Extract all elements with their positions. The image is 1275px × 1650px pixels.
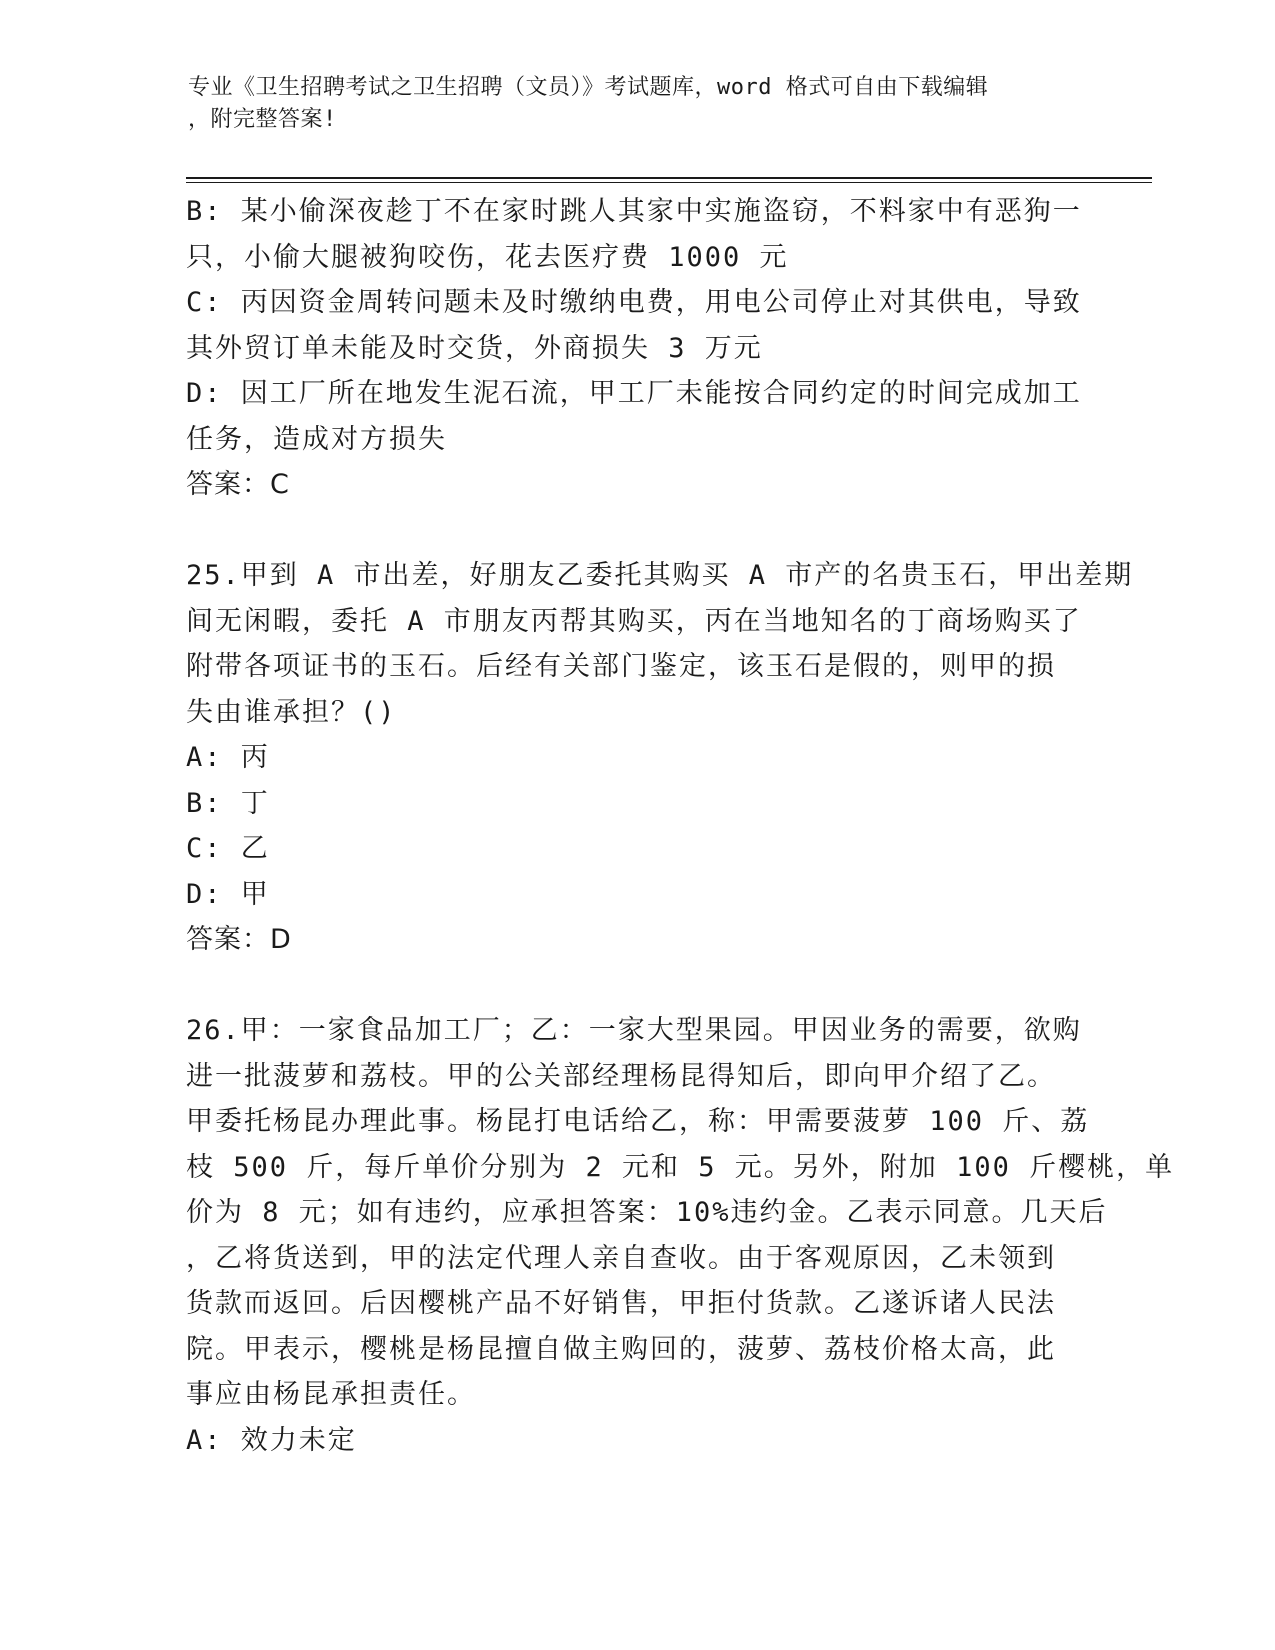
spacer [186, 508, 1086, 554]
q26-option-a: A: 效力未定 [186, 1424, 357, 1456]
header-rule-thin [186, 182, 1152, 183]
q24-option-d-line-1: D: 因工厂所在地发生泥石流，甲工厂未能按合同约定的时间完成加工 [186, 378, 1082, 409]
q26-stem-line-9: 事应由杨昆承担责任。 [186, 1379, 476, 1410]
q26-stem-line-7: 货款而返回。后因樱桃产品不好销售，甲拒付货款。乙遂诉诸人民法 [186, 1288, 1056, 1319]
q25-option-d: D: 甲 [186, 878, 270, 910]
q26-stem-line-5: 价为 8 元；如有违约，应承担答案：10%违约金。乙表示同意。几天后 [186, 1197, 1108, 1228]
q25-stem-line-2: 间无闲暇，委托 A 市朋友丙帮其购买，丙在当地知名的丁商场购买了 [186, 605, 1082, 637]
question-26 [186, 1008, 1175, 1463]
q26-stem-line-8: 院。甲表示，樱桃是杨昆擅自做主购回的，菠萝、荔枝价格太高，此 [186, 1333, 1056, 1365]
header-rule-thick [186, 177, 1152, 179]
q24-option-c-line-1: C: 丙因资金周转问题未及时缴纳电费，用电公司停止对其供电，导致 [186, 287, 1082, 318]
header-line-2: ，附完整答案! [188, 107, 337, 132]
q25-answer: 答案：D [186, 924, 292, 955]
q26-stem-line-2: 进一批菠萝和荔枝。甲的公关部经理杨昆得知后，即向甲介绍了乙。 [186, 1060, 1056, 1092]
document-body [186, 189, 1175, 1463]
document-header [188, 72, 1068, 136]
question-24-options [186, 189, 1086, 508]
q24-option-b-line-2: 只，小偷大腿被狗咬伤，花去医疗费 1000 元 [186, 241, 789, 273]
q25-option-c: C: 乙 [186, 833, 270, 864]
q25-stem-line-4: 失由谁承担？() [186, 696, 397, 728]
q26-stem-line-3: 甲委托杨昆办理此事。杨昆打电话给乙，称：甲需要菠萝 100 斤、荔 [186, 1106, 1090, 1137]
q26-stem-line-1: 26.甲：一家食品加工厂；乙：一家大型果园。甲因业务的需要，欲购 [186, 1015, 1082, 1046]
q25-option-b: B: 丁 [186, 787, 270, 819]
spacer [186, 963, 1086, 1009]
header-line-1: 专业《卫生招聘考试之卫生招聘（文员）》考试题库，word 格式可自由下载编辑 [188, 75, 989, 100]
q24-option-d-line-2: 任务，造成对方损失 [186, 423, 447, 455]
q25-option-a: A: 丙 [186, 742, 270, 773]
q26-stem-line-4: 枝 500 斤，每斤单价分别为 2 元和 5 元。另外，附加 100 斤樱桃，单 [186, 1151, 1175, 1183]
q24-option-b-line-1: B: 某小偷深夜趁丁不在家时跳人其家中实施盗窃，不料家中有恶狗一 [186, 196, 1082, 227]
q26-stem-line-6: ，乙将货送到，甲的法定代理人亲自查收。由于客观原因，乙未领到 [186, 1242, 1056, 1274]
q25-stem-line-1: 25.甲到 A 市出差，好朋友乙委托其购买 A 市产的名贵玉石，甲出差期 [186, 560, 1134, 591]
q25-stem-line-3: 附带各项证书的玉石。后经有关部门鉴定，该玉石是假的，则甲的损 [186, 651, 1056, 682]
question-25 [186, 553, 1134, 963]
q24-answer: 答案：C [186, 469, 290, 500]
q24-option-c-line-2: 其外贸订单未能及时交货，外商损失 3 万元 [186, 332, 763, 364]
